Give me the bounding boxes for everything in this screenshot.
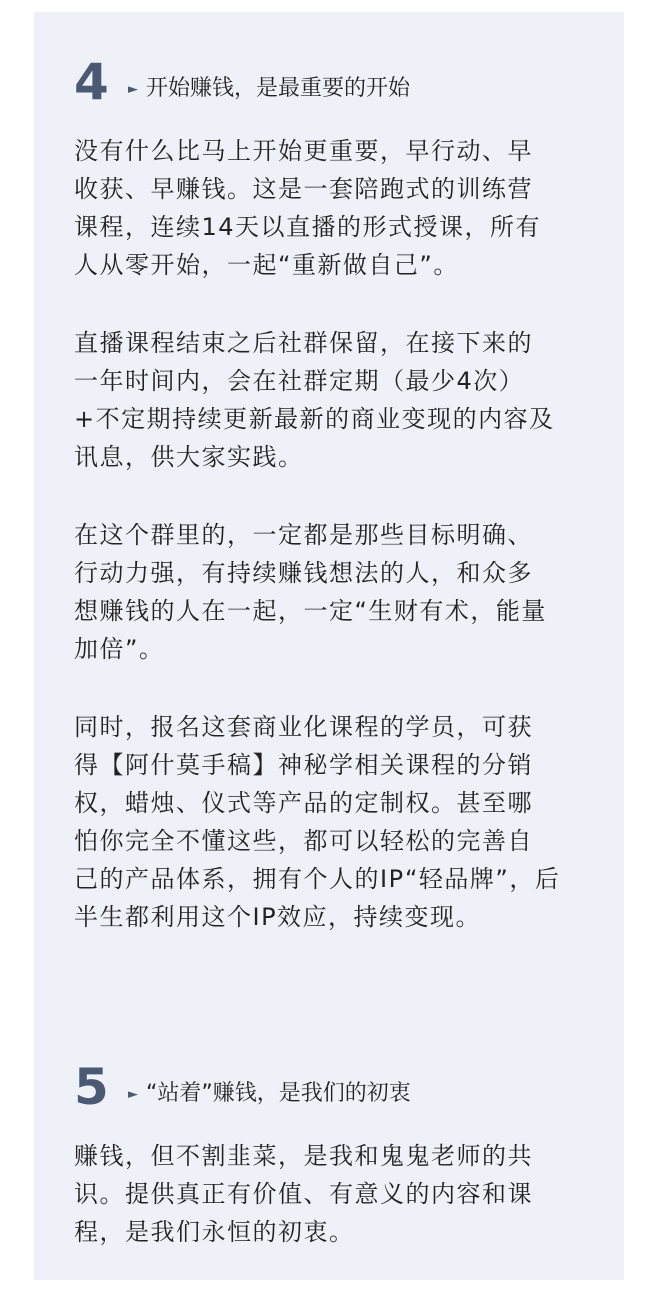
text-line: 直播课程结束之后社群保留，在接下来的	[74, 329, 533, 357]
text-line: 同时，报名这套商业化课程的学员，可获	[74, 713, 533, 741]
section-header	[74, 1057, 594, 1137]
text-line: 行动力强，有持续赚钱想法的人，和众多	[74, 559, 533, 587]
text-line: 赚钱，但不割韭菜，是我和鬼鬼老师的共	[74, 1142, 533, 1170]
text-line: 识。提供真正有价值、有意义的内容和课	[74, 1180, 533, 1208]
paragraph	[74, 708, 594, 936]
arrow-icon: ►	[128, 82, 138, 97]
arrow-icon: ►	[128, 1087, 138, 1102]
text-line: 一年时间内，会在社群定期（最少4次）	[74, 367, 525, 395]
section-title: “站着”赚钱，是我们的初衷	[146, 1081, 411, 1106]
text-line: 半生都利用这个IP效应，持续变现。	[74, 903, 482, 931]
text-line: 加倍”。	[74, 635, 165, 663]
paragraph	[74, 516, 594, 668]
section-number: 4	[74, 53, 109, 111]
text-line: 己的产品体系，拥有个人的IP“轻品牌”，后	[74, 865, 561, 893]
paragraph	[74, 132, 594, 284]
text-line: +不定期持续更新最新的商业变现的内容及	[74, 405, 555, 433]
text-line: 收获、早赚钱。这是一套陪跑式的训练营	[74, 175, 533, 203]
text-line: 想赚钱的人在一起，一定“生财有术，能量	[74, 597, 547, 625]
text-line: 课程，连续14天以直播的形式授课，所有	[74, 213, 542, 241]
article-card	[34, 12, 624, 1280]
paragraph	[74, 324, 594, 476]
section-5	[74, 1057, 594, 1291]
text-line: 讯息，供大家实践。	[74, 443, 304, 471]
text-line: 权，蜡烛、仪式等产品的定制权。甚至哪	[74, 789, 533, 817]
text-line: 没有什么比马上开始更重要，早行动、早	[74, 137, 533, 165]
section-number: 5	[74, 1058, 109, 1116]
paragraph	[74, 1137, 594, 1251]
section-header	[74, 52, 594, 132]
text-line: 人从零开始，一起“重新做自己”。	[74, 251, 459, 279]
section-title: 开始赚钱，是最重要的开始	[146, 76, 411, 101]
text-line: 得【阿什莫手稿】神秘学相关课程的分销	[74, 751, 533, 779]
text-line: 怕你完全不懂这些，都可以轻松的完善自	[74, 827, 533, 855]
section-4	[74, 52, 594, 976]
text-line: 程，是我们永恒的初衷。	[74, 1218, 355, 1246]
text-line: 在这个群里的，一定都是那些目标明确、	[74, 521, 533, 549]
